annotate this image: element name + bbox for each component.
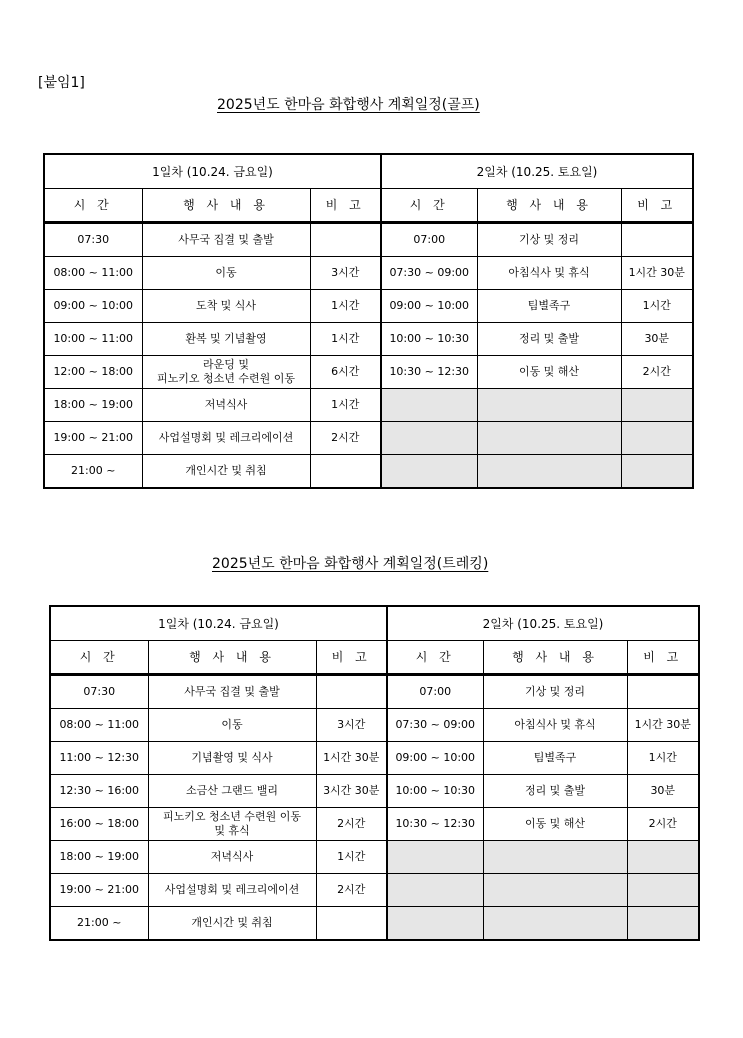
empty-cell <box>627 874 699 907</box>
note-cell: 1시간 30분 <box>627 709 699 742</box>
attachment-label: [붙임1] <box>38 75 85 91</box>
note-cell: 1시간 <box>316 841 387 874</box>
time-header: 시 간 <box>381 189 477 223</box>
content-cell: 저녁식사 <box>148 841 316 874</box>
content-line: 피노키오 청소년 수련원 이동 <box>162 810 301 823</box>
content-cell: 아침식사 및 휴식 <box>483 709 627 742</box>
time-cell: 21:00 ~ <box>44 455 142 489</box>
table-row <box>44 323 693 356</box>
note-cell: 2시간 <box>310 422 381 455</box>
note-cell: 1시간 30분 <box>316 742 387 775</box>
empty-cell <box>627 907 699 941</box>
day2-header: 2일차 (10.25. 토요일) <box>387 606 699 641</box>
content-header: 행 사 내 용 <box>148 641 316 675</box>
empty-cell <box>387 874 483 907</box>
empty-cell <box>483 841 627 874</box>
content-cell: 기상 및 정리 <box>477 223 621 257</box>
content-cell: 정리 및 출발 <box>483 775 627 808</box>
empty-cell <box>387 907 483 941</box>
day1-header: 1일차 (10.24. 금요일) <box>50 606 387 641</box>
time-cell: 10:00 ~ 10:30 <box>387 775 483 808</box>
time-cell: 21:00 ~ <box>50 907 148 941</box>
table-row <box>50 775 699 808</box>
column-header-row <box>44 189 693 223</box>
time-cell: 19:00 ~ 21:00 <box>44 422 142 455</box>
time-cell: 07:00 <box>381 223 477 257</box>
empty-cell <box>483 907 627 941</box>
empty-cell <box>381 389 477 422</box>
note-cell: 2시간 <box>316 874 387 907</box>
content-cell <box>148 808 316 841</box>
note-cell: 2시간 <box>627 808 699 841</box>
note-cell: 1시간 <box>310 389 381 422</box>
time-cell: 07:30 ~ 09:00 <box>387 709 483 742</box>
note-cell: 3시간 <box>310 257 381 290</box>
day-header-row <box>44 154 693 189</box>
day1-header: 1일차 (10.24. 금요일) <box>44 154 381 189</box>
content-cell: 기상 및 정리 <box>483 675 627 709</box>
empty-cell <box>621 455 693 489</box>
empty-cell <box>621 422 693 455</box>
time-header: 시 간 <box>387 641 483 675</box>
note-header: 비 고 <box>316 641 387 675</box>
content-cell: 이동 <box>148 709 316 742</box>
content-cell: 소금산 그랜드 밸리 <box>148 775 316 808</box>
note-cell: 3시간 <box>316 709 387 742</box>
content-line: 및 휴식 <box>214 824 250 837</box>
table-row <box>50 808 699 841</box>
note-cell <box>627 675 699 709</box>
table-row <box>50 675 699 709</box>
content-cell: 이동 <box>142 257 310 290</box>
day-header-row <box>50 606 699 641</box>
note-cell: 3시간 30분 <box>316 775 387 808</box>
content-cell: 저녁식사 <box>142 389 310 422</box>
content-cell: 사업설명회 및 레크리에이션 <box>142 422 310 455</box>
time-cell: 07:00 <box>387 675 483 709</box>
empty-cell <box>381 455 477 489</box>
time-cell: 07:30 <box>50 675 148 709</box>
empty-cell <box>477 389 621 422</box>
note-cell <box>310 455 381 489</box>
table-row <box>44 455 693 489</box>
empty-cell <box>621 389 693 422</box>
golf-schedule-title: 2025년도 한마음 화합행사 계획일정(골프) <box>217 97 480 113</box>
content-cell: 기념촬영 및 식사 <box>148 742 316 775</box>
time-cell: 09:00 ~ 10:00 <box>387 742 483 775</box>
content-cell: 팀별족구 <box>477 290 621 323</box>
note-cell <box>310 223 381 257</box>
table-row <box>44 389 693 422</box>
table-row <box>50 874 699 907</box>
content-line: 라운딩 및 <box>202 358 249 371</box>
time-header: 시 간 <box>50 641 148 675</box>
content-cell: 개인시간 및 취침 <box>148 907 316 941</box>
content-header: 행 사 내 용 <box>483 641 627 675</box>
content-cell: 이동 및 해산 <box>477 356 621 389</box>
time-cell: 10:30 ~ 12:30 <box>387 808 483 841</box>
note-cell: 1시간 <box>310 290 381 323</box>
table-row <box>50 742 699 775</box>
note-cell: 30분 <box>627 775 699 808</box>
note-cell <box>316 907 387 941</box>
column-header-row <box>50 641 699 675</box>
note-cell <box>316 675 387 709</box>
day2-header: 2일차 (10.25. 토요일) <box>381 154 693 189</box>
content-header: 행 사 내 용 <box>477 189 621 223</box>
note-cell: 1시간 <box>627 742 699 775</box>
content-cell: 도착 및 식사 <box>142 290 310 323</box>
content-cell: 팀별족구 <box>483 742 627 775</box>
golf-schedule-table <box>43 153 694 489</box>
note-cell: 1시간 <box>621 290 693 323</box>
note-header: 비 고 <box>627 641 699 675</box>
time-cell: 08:00 ~ 11:00 <box>50 709 148 742</box>
note-header: 비 고 <box>621 189 693 223</box>
content-cell: 사무국 집결 및 출발 <box>142 223 310 257</box>
content-cell: 아침식사 및 휴식 <box>477 257 621 290</box>
note-cell: 30분 <box>621 323 693 356</box>
time-cell: 12:30 ~ 16:00 <box>50 775 148 808</box>
empty-cell <box>477 455 621 489</box>
time-cell: 12:00 ~ 18:00 <box>44 356 142 389</box>
note-cell: 2시간 <box>316 808 387 841</box>
table-row <box>50 907 699 941</box>
time-cell: 18:00 ~ 19:00 <box>50 841 148 874</box>
content-cell: 이동 및 해산 <box>483 808 627 841</box>
time-cell: 10:00 ~ 10:30 <box>381 323 477 356</box>
content-line: 피노키오 청소년 수련원 이동 <box>156 372 295 385</box>
content-cell: 환복 및 기념촬영 <box>142 323 310 356</box>
content-cell: 개인시간 및 취침 <box>142 455 310 489</box>
time-cell: 10:00 ~ 11:00 <box>44 323 142 356</box>
note-cell: 6시간 <box>310 356 381 389</box>
time-header: 시 간 <box>44 189 142 223</box>
time-cell: 11:00 ~ 12:30 <box>50 742 148 775</box>
empty-cell <box>483 874 627 907</box>
content-cell: 사업설명회 및 레크리에이션 <box>148 874 316 907</box>
content-header: 행 사 내 용 <box>142 189 310 223</box>
table-row <box>44 290 693 323</box>
time-cell: 09:00 ~ 10:00 <box>44 290 142 323</box>
time-cell: 07:30 <box>44 223 142 257</box>
table-row <box>44 356 693 389</box>
content-cell <box>142 356 310 389</box>
content-cell: 사무국 집결 및 출발 <box>148 675 316 709</box>
table-row <box>44 422 693 455</box>
table-row <box>44 223 693 257</box>
empty-cell <box>627 841 699 874</box>
time-cell: 19:00 ~ 21:00 <box>50 874 148 907</box>
empty-cell <box>381 422 477 455</box>
note-header: 비 고 <box>310 189 381 223</box>
note-cell: 2시간 <box>621 356 693 389</box>
note-cell <box>621 223 693 257</box>
time-cell: 09:00 ~ 10:00 <box>381 290 477 323</box>
time-cell: 07:30 ~ 09:00 <box>381 257 477 290</box>
empty-cell <box>387 841 483 874</box>
time-cell: 08:00 ~ 11:00 <box>44 257 142 290</box>
note-cell: 1시간 <box>310 323 381 356</box>
table-row <box>44 257 693 290</box>
time-cell: 18:00 ~ 19:00 <box>44 389 142 422</box>
trekking-schedule-table <box>49 605 700 941</box>
content-cell: 정리 및 출발 <box>477 323 621 356</box>
note-cell: 1시간 30분 <box>621 257 693 290</box>
empty-cell <box>477 422 621 455</box>
trekking-schedule-title: 2025년도 한마음 화합행사 계획일정(트레킹) <box>212 556 489 572</box>
table-row <box>50 709 699 742</box>
time-cell: 10:30 ~ 12:30 <box>381 356 477 389</box>
table-row <box>50 841 699 874</box>
time-cell: 16:00 ~ 18:00 <box>50 808 148 841</box>
